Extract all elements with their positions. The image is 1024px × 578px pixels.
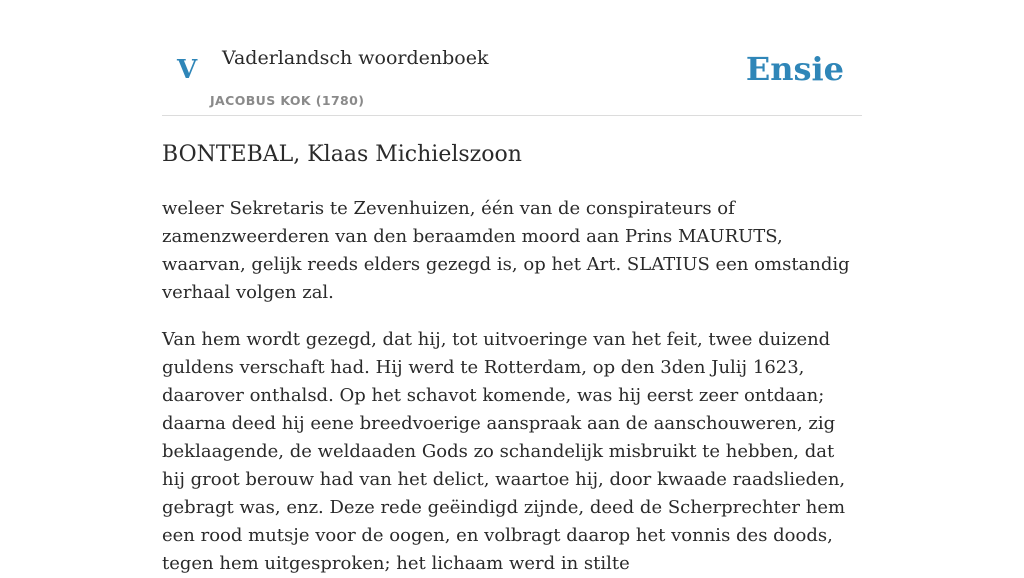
book-title-link[interactable]: Vaderlandsch woordenboek (222, 47, 489, 69)
header (162, 0, 862, 116)
book-letter-link[interactable]: V (177, 55, 198, 85)
book-author-link[interactable]: JACOBUS KOK (1780) (210, 93, 365, 108)
page (162, 0, 862, 574)
entry-body (162, 195, 862, 578)
entry-paragraph: weleer Sekretaris te Zevenhuizen, één van de conspirateurs of zamenzweerderen van den beraamden moord aan Prins MAURUTS, waarvan, gelijk reeds elders gezegd is, op het Art. SLATIUS een omstandig verhaal volgen zal. (162, 198, 850, 303)
entry-title: BONTEBAL, Klaas Michielszoon (162, 142, 522, 167)
entry-paragraph: Van hem wordt gezegd, dat hij, tot uitvoeringe van het feit, twee duizend guldens verschaft had. Hij werd te Rotterdam, op den 3den Julij 1623, daarover onthalsd. Op het schavot komende, was hij eerst zeer ontdaan; daarna deed hij eene breedvoerige aanspraak aan de aanschouweren, zig beklaagende, de weldaaden Gods zo schandelijk misbruikt te hebben, dat hij groot berouw had van het delict, waartoe hij, door kwaade raadslieden, gebragt was, enz. Deze rede geëindigd zijnde, deed de Scherprechter hem een rood mutsje voor de oogen, en volbragt daarop het vonnis des doods, tegen hem uitgesproken; het lichaam werd in stilte (162, 329, 846, 574)
brand-logo-link[interactable]: Ensie (745, 50, 844, 88)
